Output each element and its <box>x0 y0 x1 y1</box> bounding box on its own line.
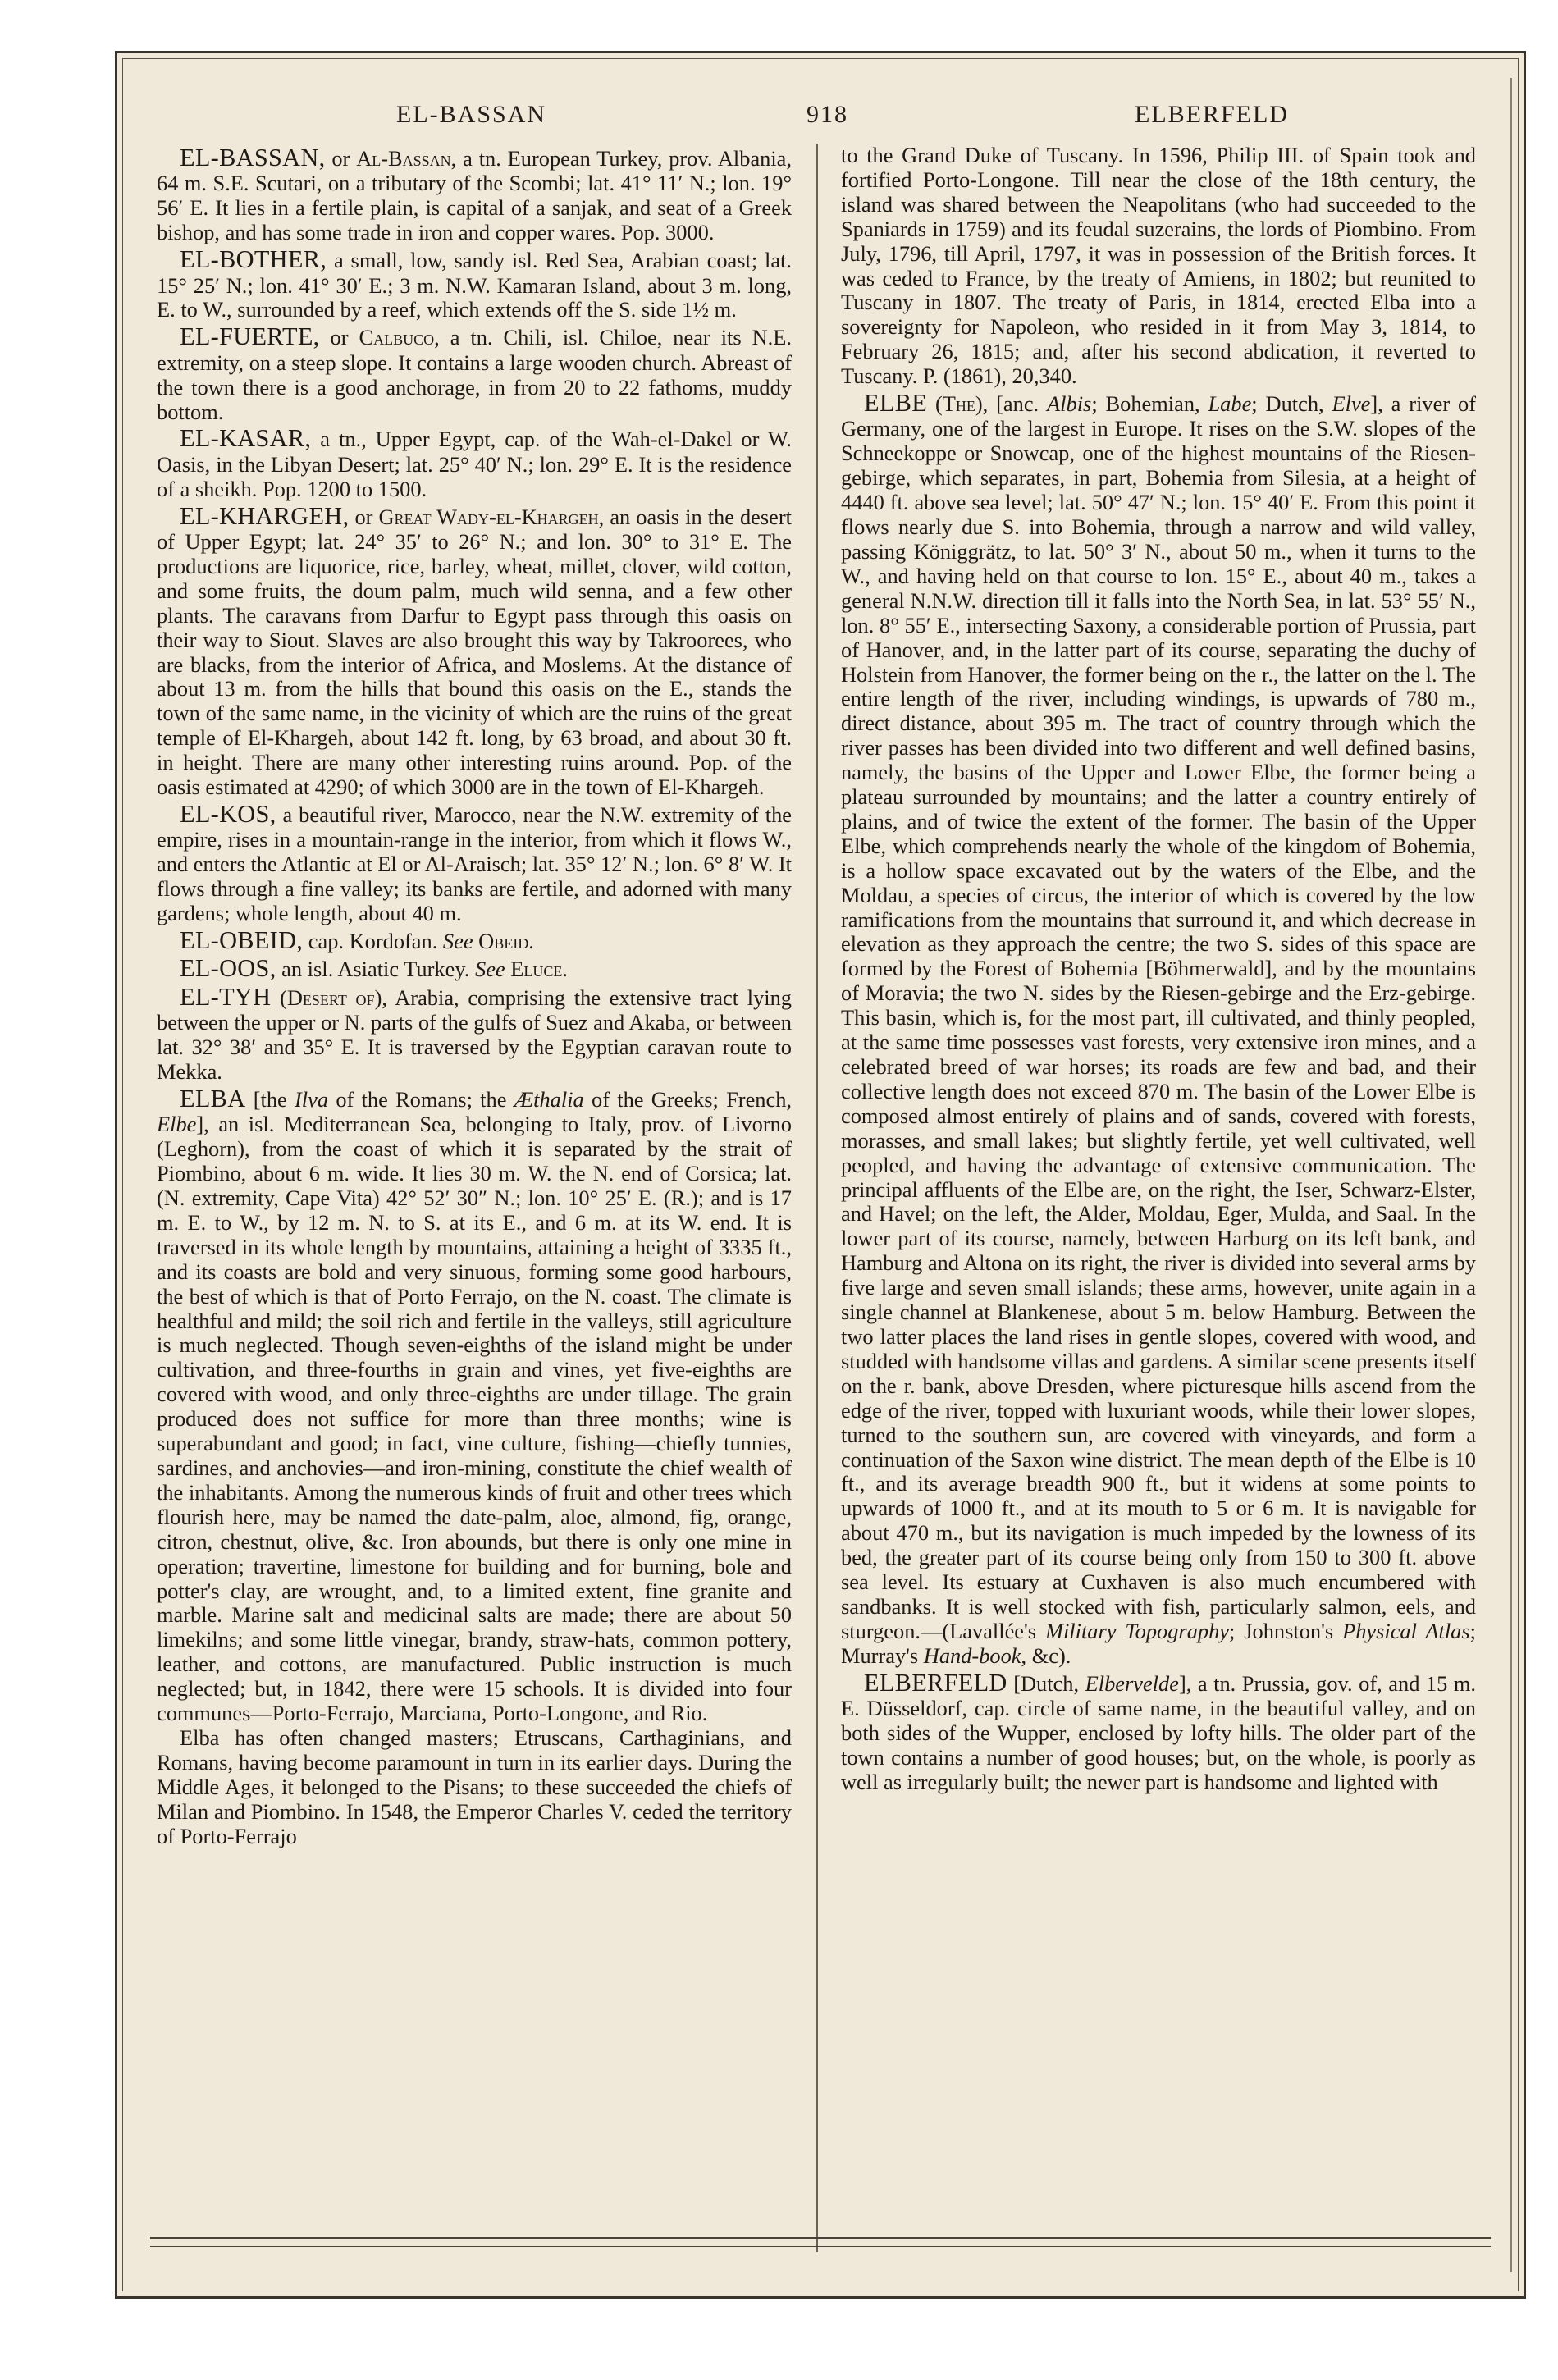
entry-alt-name: Great Wady-el-Khargeh <box>378 504 599 529</box>
entry-el-fuerte <box>157 322 792 424</box>
entry-text: ; Murray's <box>841 1618 1476 1668</box>
dutch-name: Elbervelde <box>1085 1670 1179 1696</box>
entry-el-khargeh <box>157 502 792 800</box>
see-reference: See <box>442 929 473 953</box>
entry-el-tyh <box>157 983 792 1085</box>
entry-text: . <box>528 929 534 953</box>
entry-text: . <box>562 957 568 982</box>
entry-text: a tn., Upper Egypt, cap. of the Wah-el-Dakel or W. Oasis, in the Libyan Desert; lat. 25° 40′ N.; lon. 29° E. It is the residence of a sheikh. Pop. 1200 to 1500. <box>157 427 792 501</box>
running-head-left: EL-BASSAN <box>396 101 547 128</box>
source-title: Hand-book <box>923 1642 1021 1668</box>
headword: EL-TYH <box>180 982 272 1011</box>
left-column <box>157 144 792 2252</box>
entry-text: ], an isl. Mediterranean Sea, belonging to Italy, prov. of Livorno (Leghorn), from the coast of which it is separated by the strait of Piombino, about 6 m. wide. It lies 30 m. W. the N. end of Corsica; lat. (N. extremity, Cape Vita) 42° 52′ 30″ N.; lon. 10° 25′ E. (R.); and is 17 m. E. to W., by 12 m. N. to S. at its E., and 6 m. at its W. end. It is traversed in its whole length by mountains, attaining a height of 3335 ft., and its coasts are bold and very sinuous, forming some good harbours, the best of which is that of Porto Ferrajo, on the N. coast. The climate is healthful and mild; the soil rich and fertile in the valleys, still agriculture is much neglected. Though seven-eighths of the island might be under cultivation, and three-fourths in grain and vines, yet five-eighths are covered with wood, and only three-eighths are under tillage. The grain produced does not suffice for more than three months; wine is superabundant and good; in fact, vine culture, fishing—chiefly tunnies, sardines, and anchovies—and iron-mining, constitute the chief wealth of the inhabitants. Among the numerous kinds of fruit and other trees which flourish here, may be named the date-palm, aloe, almond, fig, orange, citron, chestnut, olive, &c. Iron abounds, but there is only one mine in operation; travertine, limestone for building and for burning, bole and potter's clay, are wrought, and, to a limited extent, fine granite and marble. Marine salt and medicinal salts are made; there are about 50 limekilns; and some little vinegar, brandy, straw-hats, common pottery, leather, and cottons, are manufactured. Public instruction is much neglected; but, in 1842, there were 15 schools. It is divided into four communes—Porto-Ferrajo, Marciana, Porto-Longone, and Rio. <box>157 1112 792 1726</box>
french-name: Elbe <box>157 1112 197 1137</box>
latin-name: Albis <box>1047 391 1092 417</box>
entry-text: , &c). <box>1021 1642 1071 1668</box>
entry-alt-name: Calbuco <box>359 325 435 350</box>
headword: ELBERFELD <box>864 1668 1007 1697</box>
headword: EL-FUERTE, <box>180 322 320 351</box>
entry-elberfeld <box>841 1669 1476 1795</box>
entry-elbe <box>841 389 1476 1669</box>
source-title: Military Topography <box>1044 1618 1230 1643</box>
greek-name: Æthalia <box>514 1086 584 1112</box>
page-number: 918 <box>806 101 848 128</box>
entry-el-kasar <box>157 424 792 501</box>
headword: ELBA <box>180 1084 246 1112</box>
entry-text: or <box>349 504 379 529</box>
entry-text: a beautiful river, Marocco, near the N.W. extremity of the empire, rises in a mountain-range in the interior, from which it flows W., and enters the Atlantic at El or Al-Araisch; lat. 35° 12′ N.; lon. 6° 8′ W. It flows through a fine valley; its banks are fertile, and adorned with many gardens; whole length, about 40 m. <box>157 802 792 926</box>
entry-text: or <box>319 325 359 350</box>
source-title: Physical Atlas <box>1342 1618 1470 1643</box>
headword: EL-BASSAN, <box>180 144 326 171</box>
entry-text: ; Johnston's <box>1229 1618 1343 1643</box>
entry-alt-name: (The) <box>934 391 983 417</box>
entry-alt-name: Desert of <box>286 984 375 1010</box>
entry-text: cap. Kordofan. <box>303 929 443 953</box>
headword: EL-KHARGEH, <box>180 501 350 530</box>
entry-elba-continuation: to the Grand Duke of Tuscany. In 1596, Philip III. of Spain took and fortified Porto-Longone. Till near the close of the 18th century, the island was shared between the Neapolitans (who had succeeded to the Spaniards in 1759) and its feudal suzerains, the lords of Piombino. From July, 1796, till April, 1797, it was in possession of the British forces. It was ceded to France, by the treaty of Amiens, in 1802; but reunited to Tuscany in 1807. The treaty of Paris, in 1814, erected Elba into a sovereignty for Napoleon, who resided in it from May 3, 1814, to February 26, 1815; and, after his second abdication, it reverted to Tuscany. P. (1861), 20,340. <box>841 144 1476 389</box>
headword: EL-BOTHER, <box>180 245 327 274</box>
entry-text: of the Greeks; French, <box>583 1086 792 1112</box>
bottom-rule-inner <box>150 2246 1491 2247</box>
entry-el-kos <box>157 800 792 926</box>
entry-text: ; Dutch, <box>1251 391 1332 417</box>
dutch-name: Elve <box>1332 391 1371 417</box>
entry-text: an isl. Asiatic Turkey. <box>276 957 475 982</box>
cross-reference: Eluce <box>505 957 563 982</box>
cross-reference: Obeid <box>473 929 529 953</box>
entry-text: , an oasis in the desert of Upper Egypt; lat. 24° 35′ to 26° N.; and lon. 30° to 31° E. The productions are liquorice, rice, barley, wheat, millet, clover, wild cotton, and some fruits, the doum palm, much wild senna, and a few other plants. The caravans from Darfur to Egypt pass through this oasis on their way to Siout. Slaves are also brought this way by Takroorees, who are blacks, from the interior of Africa, and Moslems. At the distance of about 13 m. from the hills that bound this oasis on the E., stands the town of the same name, in the vicinity of which are the ruins of the great temple of El-Khargeh, about 142 ft. long, by 63 broad, and about 30 ft. in height. There are many other interesting ruins around. Pop. of the oasis estimated at 4290; of which 3000 are in the town of El-Khargeh. <box>157 504 792 800</box>
entry-text: ( <box>271 984 287 1010</box>
entry-text: , [anc. <box>982 391 1048 417</box>
entry-text: a small, low, sandy isl. Red Sea, Arabian coast; lat. 15° 25′ N.; lon. 41° 30′ E.; 3 m. N.W. Kamaran Island, about 3 m. long, E. to W., surrounded by a reef, which extends off the S. side 1½ m. <box>157 248 792 322</box>
entry-el-bassan <box>157 144 792 245</box>
entry-text: , a tn. European Turkey, prov. Albania, 64 m. S.E. Scutari, on a tributary of the Scombi; lat. 41° 11′ N.; lon. 19° 56′ E. It lies in a fertile plain, is capital of a sanjak, and seat of a Greek bishop, and has some trade in iron and copper wares. Pop. 3000. <box>157 146 792 245</box>
entry-elba <box>157 1085 792 1726</box>
entry-text: ], a tn. Prussia, gov. of, and 15 m. E. Düsseldorf, cap. circle of same name, in the beautiful valley, and on both sides of the Wupper, enclosed by lofty hills. The older part of the town contains a number of good houses; but, on the whole, is poorly as well as irregularly built; the newer part is handsome and lighted with <box>841 1670 1476 1794</box>
entry-text: ), Arabia, comprising the extensive tract lying between the upper or N. parts of the gulfs of Suez and Akaba, or between lat. 32° 38′ and 35° E. It is traversed by the Egyptian caravan route to Mekka. <box>157 984 792 1084</box>
entry-el-obeid <box>157 926 792 954</box>
entry-text: of the Romans; the <box>328 1086 514 1112</box>
latin-name: Ilva <box>295 1086 329 1112</box>
headword: EL-KASAR, <box>180 424 312 453</box>
right-column <box>841 144 1476 2252</box>
headword: EL-OBEID, <box>180 926 304 954</box>
entry-alt-name: Al-Bassan <box>356 146 451 171</box>
entry-text: or <box>325 146 357 171</box>
headword: EL-OOS, <box>180 954 276 983</box>
entry-el-oos <box>157 954 792 982</box>
entry-text: ], a river of Germany, one of the largest in Europe. It rises on the S.W. slopes of the Schneekoppe or Snowcap, one of the highest mountains of the Riesen-gebirge, which separates, in part, Bohemia from Silesia, at a height of 4440 ft. above sea level; lat. 50° 47′ N.; lon. 15° 40′ E. From this point it flows nearly due S. into Bohemia, through a narrow and wild valley, passing Königgrätz, to lat. 50° 3′ N., about 50 m., when it turns to the W., and having held on that course to lon. 15° E., about 40 m., takes a general N.N.W. direction till it falls into the North Sea, in lat. 53° 55′ N., lon. 8° 55′ E., intersecting Saxony, a considerable portion of Prussia, part of Hanover, and, in the latter part of its course, separating the duchy of Holstein from Hanover, the former being on the r., the latter on the l. The entire length of the river, including windings, is upwards of 780 m., direct distance, about 395 m. The tract of country through which the river passes has been divided into two different and well defined basins, namely, the basins of the Upper and Lower Elbe, the former being a plateau surrounded by mountains; and the latter a country entirely of plains, and of twice the extent of the former. The basin of the Upper Elbe, which comprehends nearly the whole of the kingdom of Bohemia, is a hollow space excavated out by the waters of the Elbe, and the Moldau, a species of circus, the interior of which is covered by the low ramifications from the mountains that surround it, and which decrease in elevation as they approach the centre; the two S. sides of this space are formed by the Forest of Bohemia [Böhmerwald], and by the mountains of Moravia; the two N. sides by the Riesen-gebirge and the Erz-gebirge. This basin, which is, for the most part, ill cultivated, and thinly peopled, at the same time possesses vast forests, very extensive iron mines, and a celebrated breed of war horses; its roads are few and bad, and their collective length does not exceed 870 m. The basin of the Lower Elbe is composed almost entirely of plains and of sands, covered with forests, morasses, and small lakes; but slightly fertile, yet well cultivated, well peopled, and having the advantage of extensive communication. The principal affluents of the Elbe are, on the right, the Iser, Schwarz-Elster, and Havel; on the left, the Alder, Moldau, Eger, Mulda, and Saal. In the lower part of its course, namely, between Harburg on its left bank, and Hamburg and Altona on its right, the river is divided into several arms by five large and seven small islands; these arms, however, unite again in a single channel at Blankenese, about 5 m. below Hamburg. Between the two latter places the land rises in gentle slopes, covered with wood, and studded with handsome villas and gardens. A similar scene presents itself on the r. bank, above Dresden, where picturesque hills ascend from the edge of the river, topped with luxuriant woods, while their lower slopes, turned to the southern sun, are covered with vineyards, and form a continuation of the Saxon wine district. The mean depth of the Elbe is 10 ft., and its average breadth 900 ft., but it widens at some points to upwards of 1000 ft., and at its mouth to 5 or 6 m. It is navigable for about 470 m., but its navigation is much impeded by the lowness of its bed, the greater part of its course being only from 150 to 300 ft. above sea level. Its estuary at Cuxhaven is also much encumbered with sandbanks. It is well stocked with fish, particularly salmon, eels, and sturgeon.—(Lavallée's <box>841 391 1476 1643</box>
headword: EL-KOS, <box>180 799 276 828</box>
see-reference: See <box>475 957 505 982</box>
gazetteer-page <box>115 51 1526 2299</box>
entry-text: ; Bohemian, <box>1091 391 1208 417</box>
entry-text: [Dutch, <box>1007 1670 1085 1696</box>
entry-text: [the <box>245 1086 295 1112</box>
bohemian-name: Labe <box>1208 391 1252 417</box>
entry-elba-history: Elba has often changed masters; Etruscans, Carthaginians, and Romans, having become paramount in turn in its earlier days. During the Middle Ages, it belonged to the Pisans; to these succeeded the chiefs of Milan and Piombino. In 1548, the Emperor Charles V. ceded the territory of Porto-Ferrajo <box>157 1724 792 1848</box>
entry-el-bother <box>157 245 792 322</box>
bottom-rule <box>150 2237 1491 2239</box>
running-head-right: ELBERFELD <box>1135 101 1289 128</box>
entry-text: , a tn. Chili, isl. Chiloe, near its N.E. extremity, on a steep slope. It contains a large wooden church. Abreast of the town there is a good anchorage, in from 20 to 22 fathoms, muddy bottom. <box>157 325 792 424</box>
column-divider <box>816 144 818 2252</box>
headword: ELBE <box>864 389 928 418</box>
running-head <box>117 89 1524 139</box>
